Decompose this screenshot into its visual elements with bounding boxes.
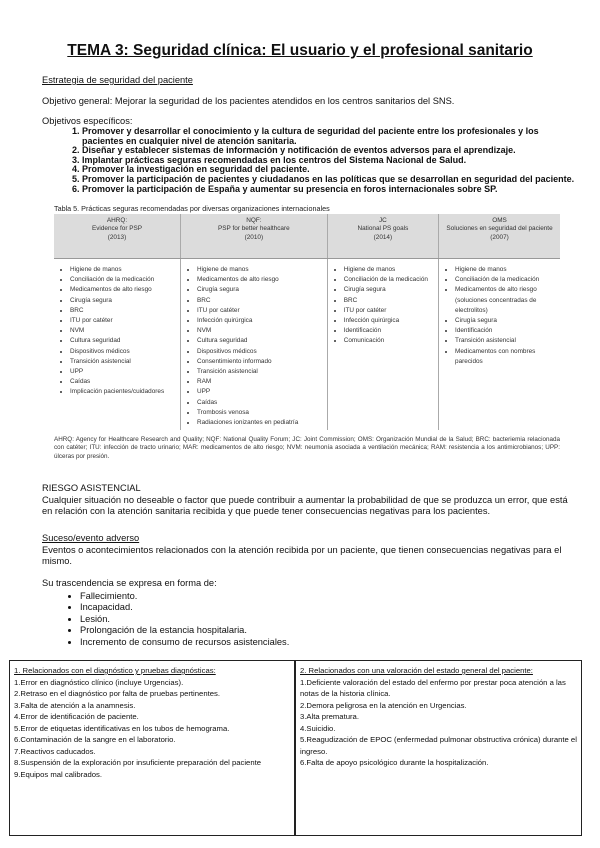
table-header: JC National PS goals (2014) <box>327 214 438 259</box>
practice-item: • Transición asistencial <box>197 367 325 377</box>
practice-item: • Cultura seguridad <box>70 336 178 346</box>
assessment-errors-box <box>295 660 582 836</box>
practice-item: • Caídas <box>197 398 325 408</box>
practice-item: • Identificación <box>344 326 436 336</box>
objectives-list <box>62 127 582 194</box>
practice-item: • Dispositivos médicos <box>70 347 178 357</box>
practice-item: • Conciliación de la medicación <box>344 275 436 285</box>
consequence-item: • Incapacidad. <box>80 602 289 613</box>
consequence-item: • Prolongación de la estancia hospitalaria. <box>80 625 289 636</box>
practice-item: • Dispositivos médicos <box>197 347 325 357</box>
box-item: 9.Equipos mal calibrados. <box>14 769 103 779</box>
box-item: 1.Deficiente valoración del estado del enfermo por prestar poca atención a las notas de la historia clínica. <box>300 677 566 698</box>
practice-item: • BRC <box>344 296 436 306</box>
risk-heading: RIESGO ASISTENCIAL <box>42 483 141 493</box>
practice-item: • UPP <box>197 387 325 397</box>
consequence-item: • Incremento de consumo de recursos asistenciales. <box>80 637 289 648</box>
practice-item: • Transición asistencial <box>455 336 558 346</box>
table-column-cell <box>54 259 181 431</box>
practice-item: • Radiaciones ionizantes en pediatría <box>197 418 325 428</box>
table-header: NQF: PSP for better healthcare (2010) <box>181 214 328 259</box>
objective-item: 2. Diseñar y establecer sistemas de información y notificación de eventos adversos para el aprendizaje. <box>82 146 582 156</box>
table-column-cell <box>181 259 328 431</box>
box-item: 6.Contaminación de la sangre en el laboratorio. <box>14 735 176 744</box>
practice-item: • Medicamentos de alto riesgo <box>197 275 325 285</box>
table-abbreviations: AHRQ: Agency for Healthcare Research and Quality; NQF: National Quality Forum; JC: Joint Commission; OMS: Organización Mundial de la Salud; BRC: bacteriemia relacionada con catéter; ITU: infección de tracto urinario; MAR: medicamentos de alto riesgo; NVM: neumonía asociada a ventilación mecánica; RAM: resistencia a los antimicrobianos; UPP: úlceras por presión. <box>54 436 560 460</box>
strategy-heading: Estrategia de seguridad del paciente <box>42 75 193 85</box>
practice-item: • ITU por catéter <box>344 306 436 316</box>
box-item: 7.Reactivos caducados. <box>14 746 96 756</box>
box-item: 3.Alta prematura. <box>300 712 359 721</box>
practice-item: • Conciliación de la medicación <box>70 275 178 285</box>
box-item: 4.Suicidio. <box>300 723 336 733</box>
practice-item: • Conciliación de la medicación <box>455 275 558 285</box>
consequence-item: • Lesión. <box>80 614 289 625</box>
practice-item: • Medicamentos de alto riesgo <box>70 285 178 295</box>
box-item: 4.Error de identificación de paciente. <box>14 712 139 721</box>
practice-item: • Cirugía segura <box>70 296 178 306</box>
risk-text: Cualquier situación no deseable o factor que puede contribuir a aumentar la probabilidad de que se produzca un error, que está en relación con la atención sanitaria recibida y que puede tener consecuencias negativas para los pacientes. <box>42 495 568 517</box>
practice-item: • Identificación <box>455 326 558 336</box>
practice-item: • Higiene de manos <box>70 265 178 275</box>
practice-item: • BRC <box>70 306 178 316</box>
practice-item: • Transición asistencial <box>70 357 178 367</box>
box-item: 1.Error en diagnóstico clínico (incluye Urgencias). <box>14 677 184 687</box>
box-item: 3.Falta de atención a la anamnesis. <box>14 700 136 710</box>
objective-item: 1. Promover y desarrollar el conocimiento y la cultura de seguridad del paciente entre los profesionales y los pacientes en cualquier nivel de atención sanitaria. <box>82 127 582 146</box>
objective-item: 5. Promover la participación de pacientes y ciudadanos en las políticas que se desarrollan en seguridad del paciente. <box>82 175 582 185</box>
practice-item: • Cirugía segura <box>197 285 325 295</box>
objective-item: 3. Implantar prácticas seguras recomendadas en los centros del Sistema Nacional de Salud. <box>82 156 582 166</box>
practice-item: • Medicamentos con nombres parecidos <box>455 347 558 367</box>
practice-item: • Cirugía segura <box>455 316 558 326</box>
practice-item: • Caídas <box>70 377 178 387</box>
practice-item: • Higiene de manos <box>197 265 325 275</box>
box-heading: 1. Relacionados con el diagnóstico y pruebas diagnósticas: <box>14 666 216 675</box>
practice-item: • ITU por catéter <box>70 316 178 326</box>
box-item: 2.Retraso en el diagnóstico por falta de pruebas pertinentes. <box>14 689 220 698</box>
practice-item: • Infección quirúrgica <box>197 316 325 326</box>
objective-item: 6. Promover la participación de España y aumentar su presencia en foros internacionales sobre SP. <box>82 185 582 195</box>
practice-item: • Higiene de manos <box>344 265 436 275</box>
practice-item: • Infección quirúrgica <box>344 316 436 326</box>
practice-item: • BRC <box>197 296 325 306</box>
practice-item: • Higiene de manos <box>455 265 558 275</box>
practices-table <box>54 214 560 430</box>
practice-item: • Comunicación <box>344 336 436 346</box>
consequence-intro: Su trascendencia se expresa en forma de: <box>42 578 217 588</box>
consequences-list <box>62 591 289 648</box>
practice-item: • Cirugía segura <box>344 285 436 295</box>
box-heading: 2. Relacionados con una valoración del estado general del paciente: <box>300 666 533 675</box>
practice-item: • NVM <box>197 326 325 336</box>
box-item: 8.Suspensión de la exploración por insuficiente preparación del paciente <box>14 758 262 767</box>
table-column-cell <box>327 259 438 431</box>
table-header: AHRQ: Evidence for PSP (2013) <box>54 214 181 259</box>
event-heading: Suceso/evento adverso <box>42 533 140 543</box>
practice-item: • Trombosis venosa <box>197 408 325 418</box>
box-item: 2.Demora peligrosa en la atención en Urgencias. <box>300 700 467 710</box>
practice-item: • NVM <box>70 326 178 336</box>
practice-item: • UPP <box>70 367 178 377</box>
page-title: TEMA 3: Seguridad clínica: El usuario y el profesional sanitario <box>67 42 533 59</box>
practice-item: • Cultura seguridad <box>197 336 325 346</box>
practice-item: • Implicación pacientes/cuidadores <box>70 387 178 397</box>
box-item: 5.Reagudización de EPOC (enfermedad pulmonar obstructiva crónica) durante el ingreso. <box>300 735 577 756</box>
event-text: Eventos o acontecimientos relacionados con la atención recibida por un paciente, que tienen consecuencias negativas para el mismo. <box>42 545 562 567</box>
table-column-cell <box>439 259 560 431</box>
specific-objectives-label: Objetivos específicos: <box>42 116 133 126</box>
practice-item: • Consentimiento informado <box>197 357 325 367</box>
objective-item: 4. Promover la investigación en seguridad del paciente. <box>82 165 582 175</box>
general-objective: Objetivo general: Mejorar la seguridad de los pacientes atendidos en los centros sanitarios del SNS. <box>42 96 455 106</box>
practice-item: • RAM <box>197 377 325 387</box>
diagnostic-errors-box <box>9 660 295 836</box>
practice-item: • ITU por catéter <box>197 306 325 316</box>
table-caption: Tabla 5. Prácticas seguras recomendadas por diversas organizaciones internacionales <box>54 204 330 213</box>
box-item: 5.Error de etiquetas identificativas en los tubos de hemograma. <box>14 723 230 733</box>
consequence-item: • Fallecimiento. <box>80 591 289 602</box>
practice-item: • Medicamentos de alto riesgo (soluciones concentradas de electrolitos) <box>455 285 558 316</box>
table-header: OMS Soluciones en seguridad del paciente (2007) <box>439 214 560 259</box>
box-item: 6.Falta de apoyo psicológico durante la hospitalización. <box>300 758 489 767</box>
